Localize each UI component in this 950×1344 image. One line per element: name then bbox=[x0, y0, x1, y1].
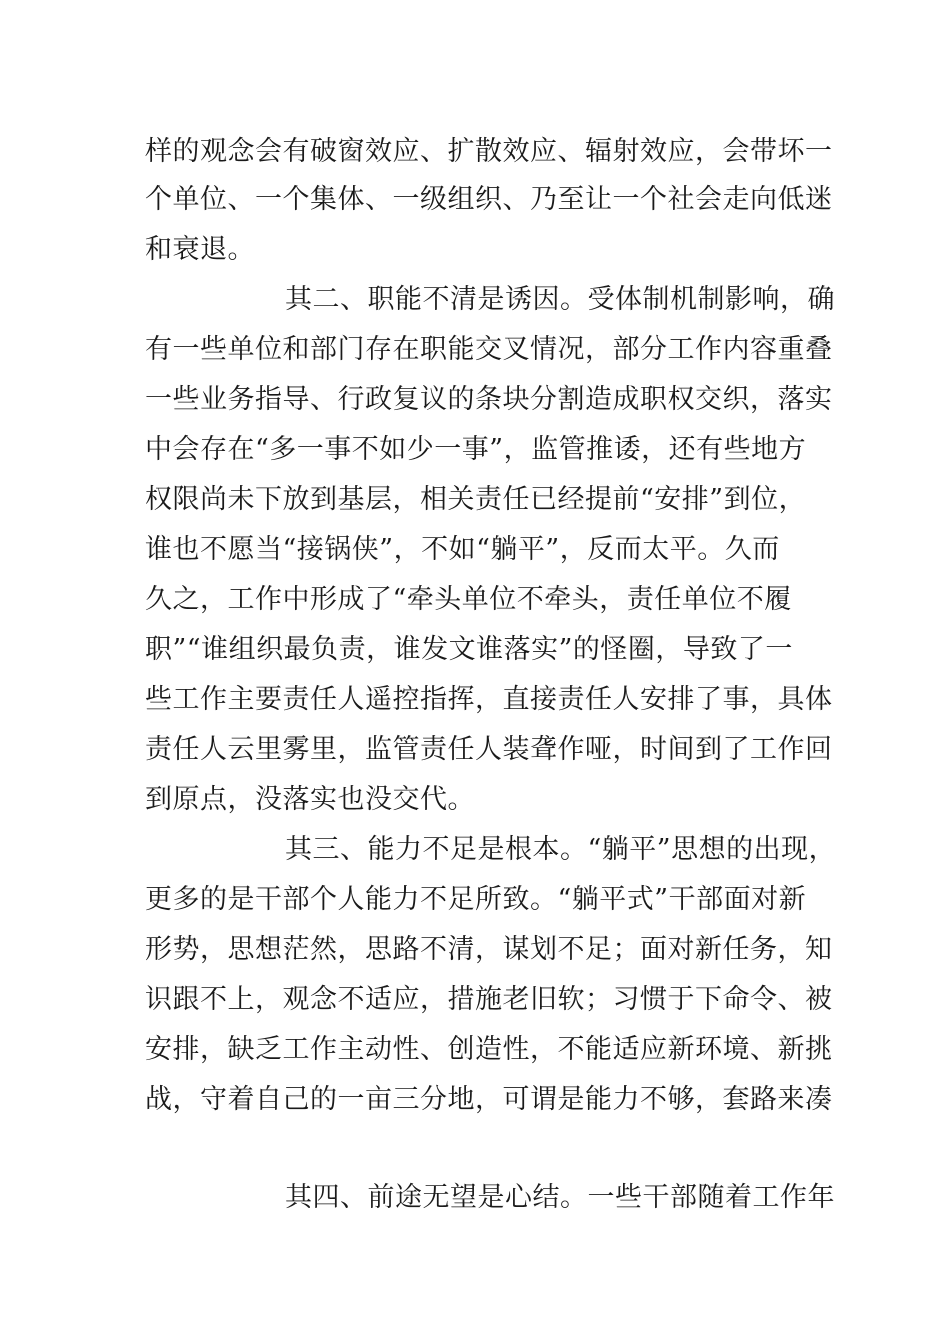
text-line: 权限尚未下放到基层，相关责任已经提前“安排”到位， bbox=[145, 484, 807, 515]
text-line: 战，守着自己的一亩三分地，可谓是能力不够，套路来凑 bbox=[145, 1084, 833, 1115]
text-line: 样的观念会有破窗效应、扩散效应、辐射效应，会带坏一 bbox=[145, 136, 833, 167]
text-line: 中会存在“多一事不如少一事”，监管推诿，还有些地方 bbox=[145, 434, 807, 465]
text-line: 职”“谁组织最负责，谁发文谁落实”的怪圈，导致了一 bbox=[145, 634, 793, 665]
text-line: 责任人云里雾里，监管责任人装聋作哑，时间到了工作回 bbox=[145, 734, 833, 765]
text-line: 形势，思想茫然，思路不清，谋划不足；面对新任务，知 bbox=[145, 934, 833, 965]
text-line: 更多的是干部个人能力不足所致。“躺平式”干部面对新 bbox=[145, 884, 807, 915]
text-line: 个单位、一个集体、一级组织、乃至让一个社会走向低迷 bbox=[145, 184, 833, 215]
text-line: 和衰退。 bbox=[145, 234, 255, 265]
paragraph-heading-2: 其二、职能不清是诱因。受体制机制影响，确 bbox=[285, 284, 835, 315]
paragraph-heading-3: 其三、能力不足是根本。“躺平”思想的出现， bbox=[285, 834, 837, 865]
text-line: 一些业务指导、行政复议的条块分割造成职权交织，落实 bbox=[145, 384, 833, 415]
text-line: 谁也不愿当“接锅侠”，不如“躺平”，反而太平。久而 bbox=[145, 534, 780, 565]
text-line: 安排，缺乏工作主动性、创造性，不能适应新环境、新挑 bbox=[145, 1034, 833, 1065]
text-line: 识跟不上，观念不适应，措施老旧软；习惯于下命令、被 bbox=[145, 984, 833, 1015]
text-line: 到原点，没落实也没交代。 bbox=[145, 784, 475, 815]
text-line: 有一些单位和部门存在职能交叉情况，部分工作内容重叠 bbox=[145, 334, 833, 365]
text-line: 些工作主要责任人遥控指挥，直接责任人安排了事，具体 bbox=[145, 684, 833, 715]
paragraph-heading-4: 其四、前途无望是心结。一些干部随着工作年 bbox=[285, 1182, 835, 1213]
text-line: 久之，工作中形成了“牵头单位不牵头，责任单位不履 bbox=[145, 584, 792, 615]
